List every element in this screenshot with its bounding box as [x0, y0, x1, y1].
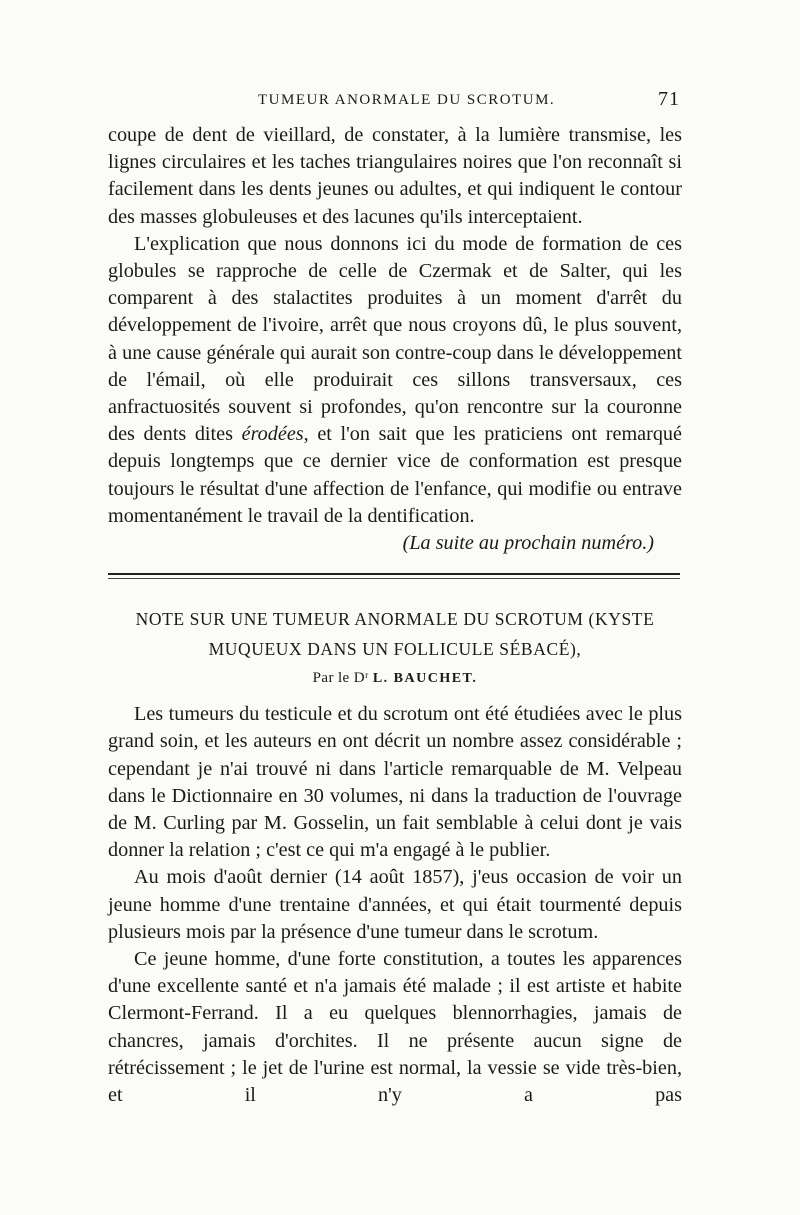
byline — [108, 670, 682, 687]
article-title: NOTE SUR UNE TUMEUR ANORMALE DU SCROTUM (KYSTE MUQUEUX DANS UN FOLLICULE SÉBACÉ), — [135, 609, 655, 660]
byline-author: L. BAUCHET. — [372, 671, 478, 687]
italic-term: érodées — [241, 423, 304, 446]
paragraph-explication-text-1: L'explication que nous donnons ici du mode de formation de ces globules se rapproche de celle de Czermak et de Salter, qui les comparent à des stalactites produites à un moment d'arrêt du développement de l'ivoire, arrêt que nous croyons dû, le plus souvent, à une cause générale qui aurait son contre-coup dans le développement de l'émail, où elle produirait ces sillons transversaux, ces anfractuosités souvent si profondes, qu'on rencontre sur la couronne des dents dites — [108, 232, 682, 446]
section-divider-thin — [108, 578, 680, 579]
paragraph-explication — [108, 231, 682, 530]
running-title: TUMEUR ANORMALE DU SCROTUM. — [258, 92, 556, 108]
running-head — [108, 88, 682, 122]
paragraph-dent-continued: coupe de dent de vieillard, de constater, à la lumière transmise, les lignes circulaires et les taches triangulaires noires que l'on reconnaît si facilement dans les dents jeunes ou adultes, et qui indiquent le contour des masses globuleuses et des lacunes qu'ils interceptaient. — [108, 124, 682, 228]
paragraph-aout: Au mois d'août dernier (14 août 1857), j'eus occasion de voir un jeune homme d'une trentaine d'années, et qui était tourmenté depuis plusieurs mois par la présence d'une tumeur dans le scrotum. — [108, 866, 682, 943]
paragraph-explication-text-2: , et l'on sait que les praticiens ont remarqué depuis longtemps que ce dernier vice de conformation est presque toujours le résultat d'une affection de l'enfance, qui modifie ou entrave momentanément le travail de la dentification. — [108, 423, 682, 527]
byline-prefix: Par le Dʳ — [312, 670, 373, 687]
book-page — [108, 88, 682, 1109]
paragraph-jeune-homme: Ce jeune homme, d'une forte constitution, a toutes les apparences d'une excellente santé et n'a jamais été malade ; il est artiste et habite Clermont-Ferrand. Il a eu quelques blennorrhagies, jamais de chancres, jamais d'orchites. Il ne présente aucun signe de rétrécissement ; le jet de l'urine est normal, la vessie se vide très-bien, et il n'y a pas — [108, 948, 682, 1107]
section-divider — [108, 573, 680, 575]
continuation-note: (La suite au prochain numéro.) — [402, 532, 654, 555]
paragraph-tumeurs: Les tumeurs du testicule et du scrotum ont été étudiées avec le plus grand soin, et les auteurs en ont décrit un nombre assez considérable ; cependant je n'ai trouvé ni dans l'article remarquable de M. Velpeau dans le Dictionnaire en 30 volumes, ni dans la traduction de l'ouvrage de M. Curling par M. Gosselin, un fait semblable à celui dont je vais donner la relation ; c'est ce qui m'a engagé à le publier. — [108, 703, 682, 862]
page-number: 71 — [658, 88, 680, 110]
